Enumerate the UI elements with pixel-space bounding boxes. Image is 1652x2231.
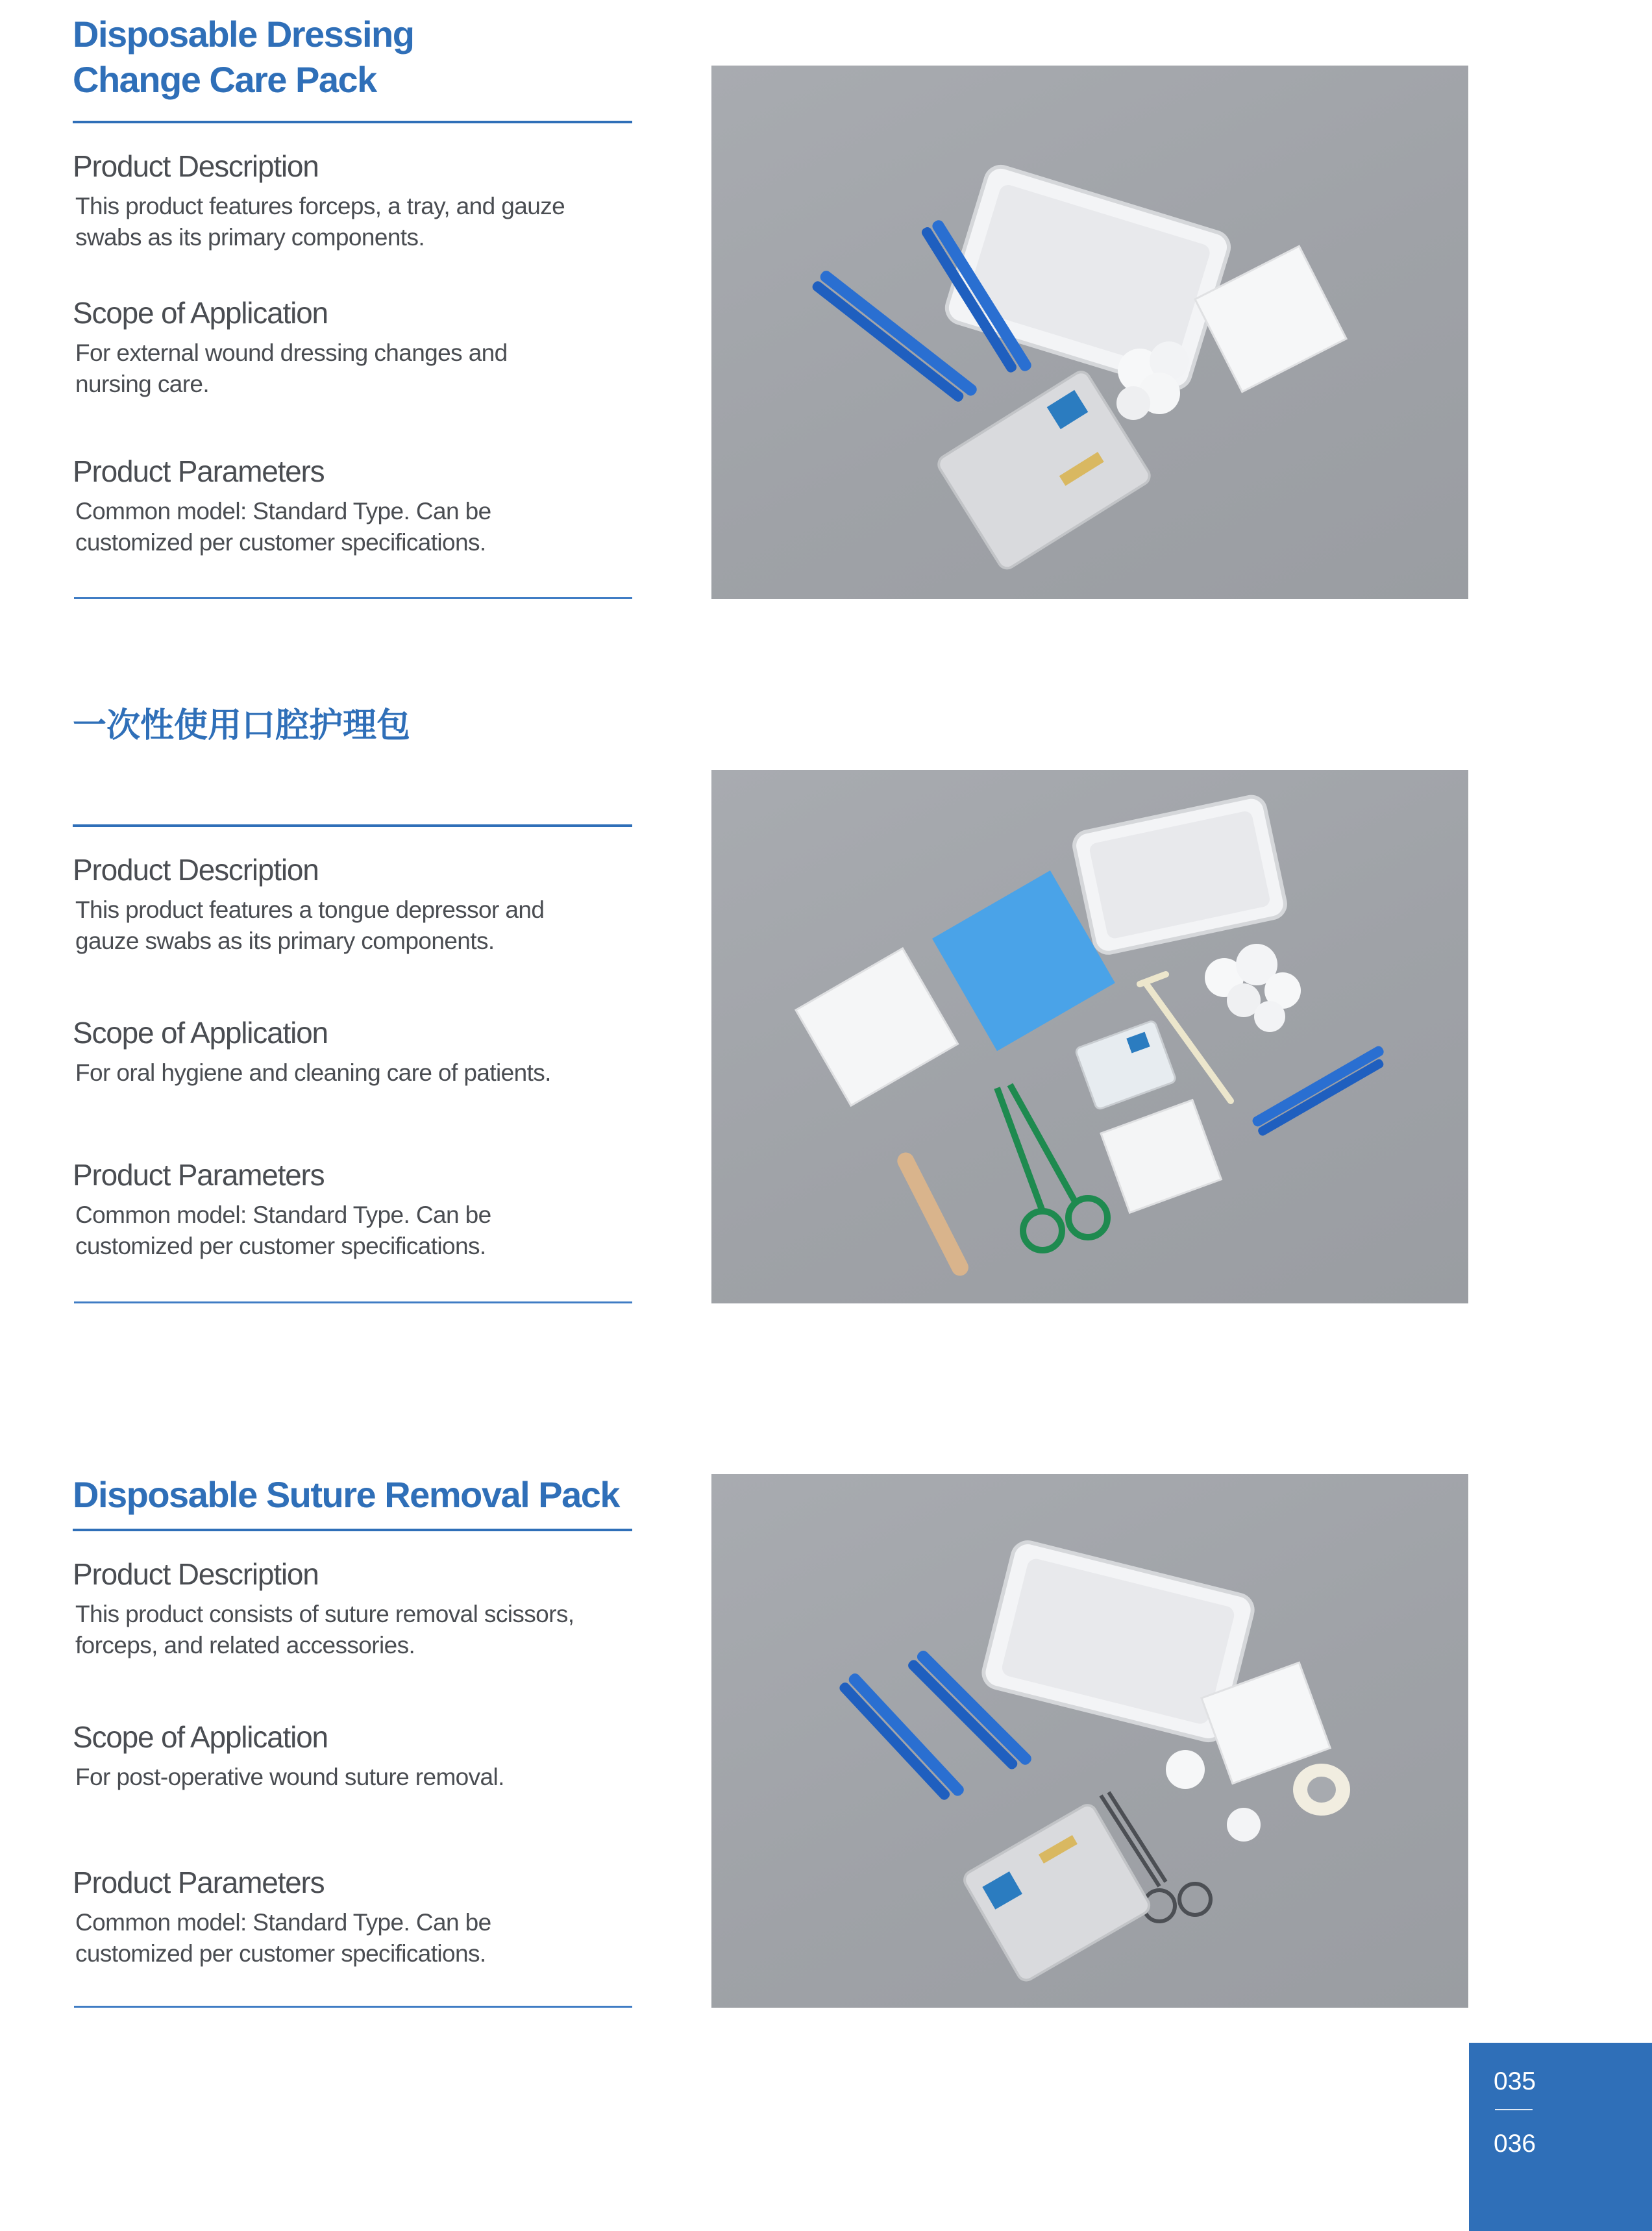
scope-heading: Scope of Application [73, 296, 328, 330]
description-text: This product features forceps, a tray, and gauze swabs as its primary components. [75, 193, 565, 251]
page-number-top: 035 [1494, 2067, 1536, 2095]
sachet-icon [1075, 1020, 1176, 1110]
title-divider [73, 824, 632, 827]
scope-block [73, 295, 644, 400]
product-title-line: Disposable Dressing [73, 14, 414, 55]
parameters-heading: Product Parameters [73, 1158, 325, 1192]
cotton-ball-icon [1205, 944, 1301, 1032]
product-title-line: Disposable Suture Removal Pack [73, 1474, 620, 1515]
tray-icon [1072, 795, 1288, 955]
product-section-suture-removal [0, 1409, 1652, 2058]
description-block [73, 148, 644, 253]
scope-block [73, 1719, 644, 1793]
description-text: This product features a tongue depressor and gauze swabs as its primary components. [75, 896, 545, 954]
page-number-bottom: 036 [1494, 2130, 1536, 2158]
parameters-block [73, 1157, 644, 1262]
parameters-text: Common model: Standard Type. Can be customized per customer specifications. [75, 1909, 491, 1967]
parameters-text: Common model: Standard Type. Can be customized per customer specifications. [75, 498, 491, 556]
page-number-divider [1495, 2109, 1533, 2110]
product-title [73, 704, 632, 747]
title-divider [73, 1529, 632, 1531]
scope-block [73, 1015, 644, 1089]
description-text: This product consists of suture removal scissors, forceps, and related accessories. [75, 1601, 574, 1658]
product-title [73, 1472, 632, 1518]
description-block [73, 852, 644, 957]
tray-icon [943, 163, 1233, 392]
product-section-dressing [0, 0, 1652, 649]
oral-care-pack-illustration [711, 770, 1468, 1303]
description-heading: Product Description [73, 149, 319, 183]
parameters-heading: Product Parameters [73, 454, 325, 488]
suture-removal-pack-illustration [711, 1474, 1468, 2008]
parameters-block [73, 453, 644, 558]
section-bottom-divider [74, 597, 632, 599]
product-photo-oral-care-pack [711, 770, 1468, 1303]
title-divider [73, 121, 632, 123]
product-photo-dressing-pack [711, 66, 1468, 599]
parameters-heading: Product Parameters [73, 1866, 325, 1899]
description-block [73, 1556, 644, 1661]
scope-text: For post-operative wound suture removal. [75, 1764, 504, 1790]
scope-text: For external wound dressing changes and nursing care. [75, 339, 508, 397]
description-heading: Product Description [73, 853, 319, 887]
description-heading: Product Description [73, 1557, 319, 1591]
hemostat-icon [997, 1085, 1107, 1250]
scope-heading: Scope of Application [73, 1720, 328, 1754]
scope-heading: Scope of Application [73, 1016, 328, 1050]
dressing-pack-illustration [711, 66, 1468, 599]
parameters-block [73, 1864, 644, 1969]
tape-roll-icon [1293, 1764, 1350, 1816]
gauze-icon [796, 948, 958, 1105]
tongue-depressor-icon [894, 1150, 972, 1279]
product-title [73, 12, 632, 103]
product-title-line: Change Care Pack [73, 59, 376, 100]
product-photo-suture-removal-pack [711, 1474, 1468, 2008]
scope-text: For oral hygiene and cleaning care of patients. [75, 1059, 551, 1086]
parameters-text: Common model: Standard Type. Can be customized per customer specifications. [75, 1202, 491, 1259]
page-number-badge [1469, 2043, 1652, 2231]
gauze-icon [1101, 1100, 1221, 1213]
product-title-line: 一次性使用口腔护理包 [73, 706, 411, 745]
forceps-icon [1251, 1044, 1390, 1137]
section-bottom-divider [74, 1301, 632, 1303]
section-bottom-divider [74, 2006, 632, 2008]
product-section-oral-care [0, 704, 1652, 1353]
